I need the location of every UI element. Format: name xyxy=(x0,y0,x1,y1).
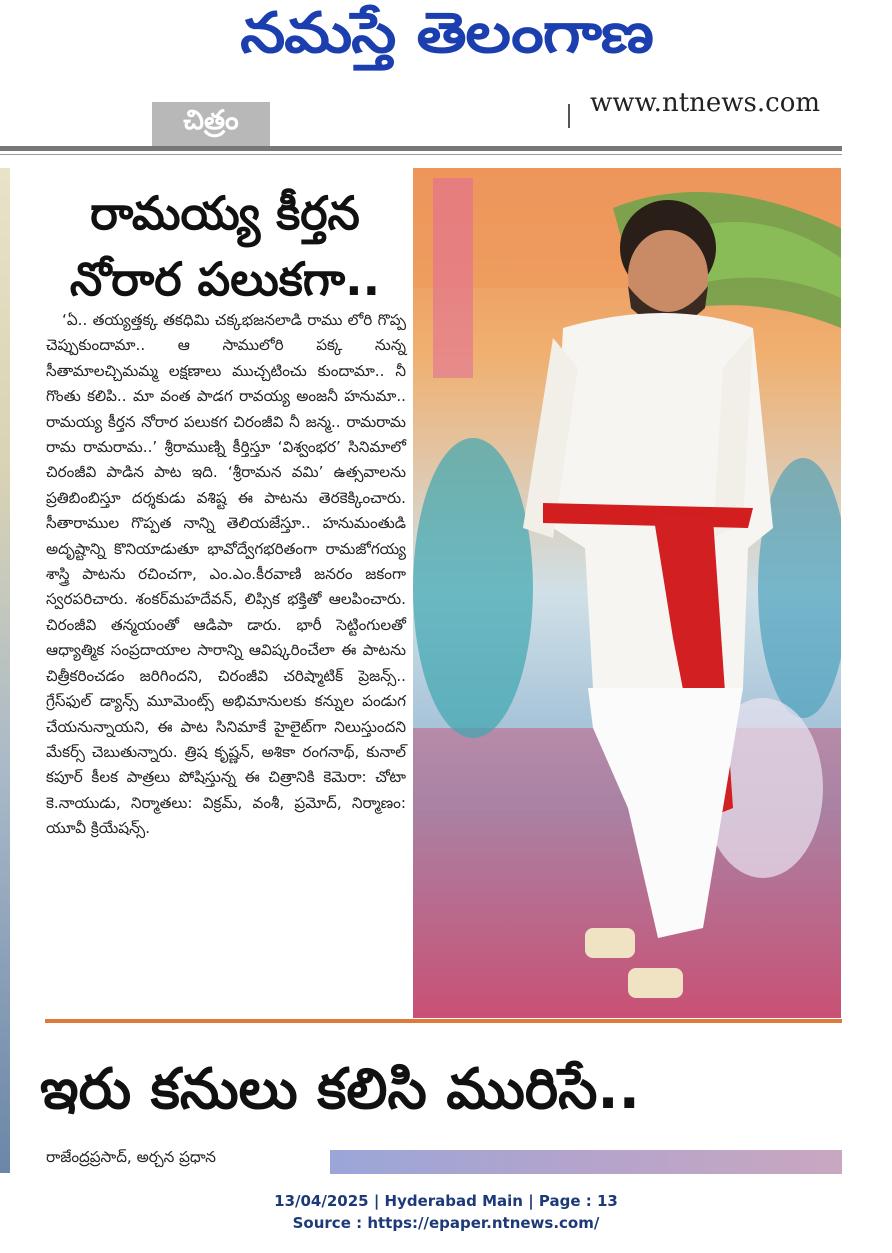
section-tag: చిత్రం xyxy=(152,102,270,146)
article-snippet: రాజేంద్రప్రసాద్, అర్చన ప్రధాన xyxy=(46,1148,216,1166)
masthead xyxy=(0,0,892,80)
header-rule xyxy=(0,146,842,151)
edition-info: 13/04/2025 | Hyderabad Main | Page : 13 xyxy=(274,1192,618,1210)
header-divider xyxy=(568,104,570,128)
newspaper-title: నమస్తే తెలంగాణ xyxy=(239,0,653,66)
section-divider xyxy=(45,1019,842,1023)
article-headline: ఇరు కనులు కలిసి మురిసే.. xyxy=(40,1057,640,1122)
dancer-illustration xyxy=(413,168,841,1018)
article-photo xyxy=(330,1150,842,1174)
headline-line-1: రామయ్య కీర్తన xyxy=(90,186,360,240)
header-rule-thin xyxy=(0,154,842,155)
adjacent-photo-edge xyxy=(0,168,10,1173)
article-headline xyxy=(45,180,405,312)
headline-line-2: నోరార పలుకగా.. xyxy=(69,252,381,306)
page-footer xyxy=(0,1190,892,1234)
article-body: ‘ఏ.. తయ్యత్తక్క తకధిమి చక్కభజనలాడి రాము లోరి గొప్ప చెప్పుకుందామా.. ఆ సాములోరి పక్క నున్న సీతామాలచ్చిమమ్మ లక్షణాలు ముచ్చటించు కుందామా.. నీ గొంతు కలిపి.. మా వంత పాడగ రావయ్య అంజనీ హనుమా.. రామయ్య కీర్తన నోరార పలుకగ చిరంజీవి నీ జన్మ.. రామరామ రామ రామరామ..’ శ్రీరాముణ్ని కీర్తిస్తూ ‘విశ్వంభర’ సినిమాలో చిరంజీవి పాడిన పాట ఇది. ‘శ్రీరామన వమి’ ఉత్సవాలను ప్రతిబింబిస్తూ దర్శకుడు వశిష్ట ఈ పాటను తెరకెక్కించారు. సీతారాముల గొప్పత నాన్ని తెలియజేస్తూ.. హనుమంతుడి అదృష్టాన్ని కొనియాడుతూ భావోద్వేగభరితంగా రామజోగయ్య శాస్త్రి పాటను రచించగా, ఎం.ఎం.కీరవాణి జనరం జకంగా స్వరపరిచారు. శంకర్‌మహదేవన్, లిప్సిక భక్తితో ఆలపించారు. చిరంజీవి తన్మయంతో ఆడిపా డారు. భారీ సెట్టింగులతో ఆధ్యాత్మిక సంప్రదాయాల సారాన్ని ఆవిష్కరించేలా ఈ పాటను చిత్రీకరించడం జరిగిందని, చిరంజీవి చరిష్మాటిక్ ప్రెజన్స్.. గ్రేస్‌ఫుల్ డ్యాన్స్ మూమెంట్స్ అభిమానులకు కన్నుల పండుగ చేయనున్నాయని, ఈ పాట సినిమాకే హైలైట్‌గా నిలుస్తుందని మేకర్స్ చెబుతున్నారు. త్రిష కృష్ణన్, అశికా రంగనాథ్, కునాల్ కపూర్ కీలక పాత్రలు పోషిస్తున్న ఈ చిత్రానికి కెమెరా: చోటా కె.నాయుడు, నిర్మాతలు: విక్రమ్, వంశీ, ప్రమోద్, నిర్మాణం: యూవీ క్రియేషన్స్. xyxy=(46,311,406,838)
article-photo xyxy=(413,168,841,1018)
source-link[interactable]: Source : https://epaper.ntnews.com/ xyxy=(292,1214,600,1232)
site-url[interactable]: www.ntnews.com xyxy=(590,88,821,118)
